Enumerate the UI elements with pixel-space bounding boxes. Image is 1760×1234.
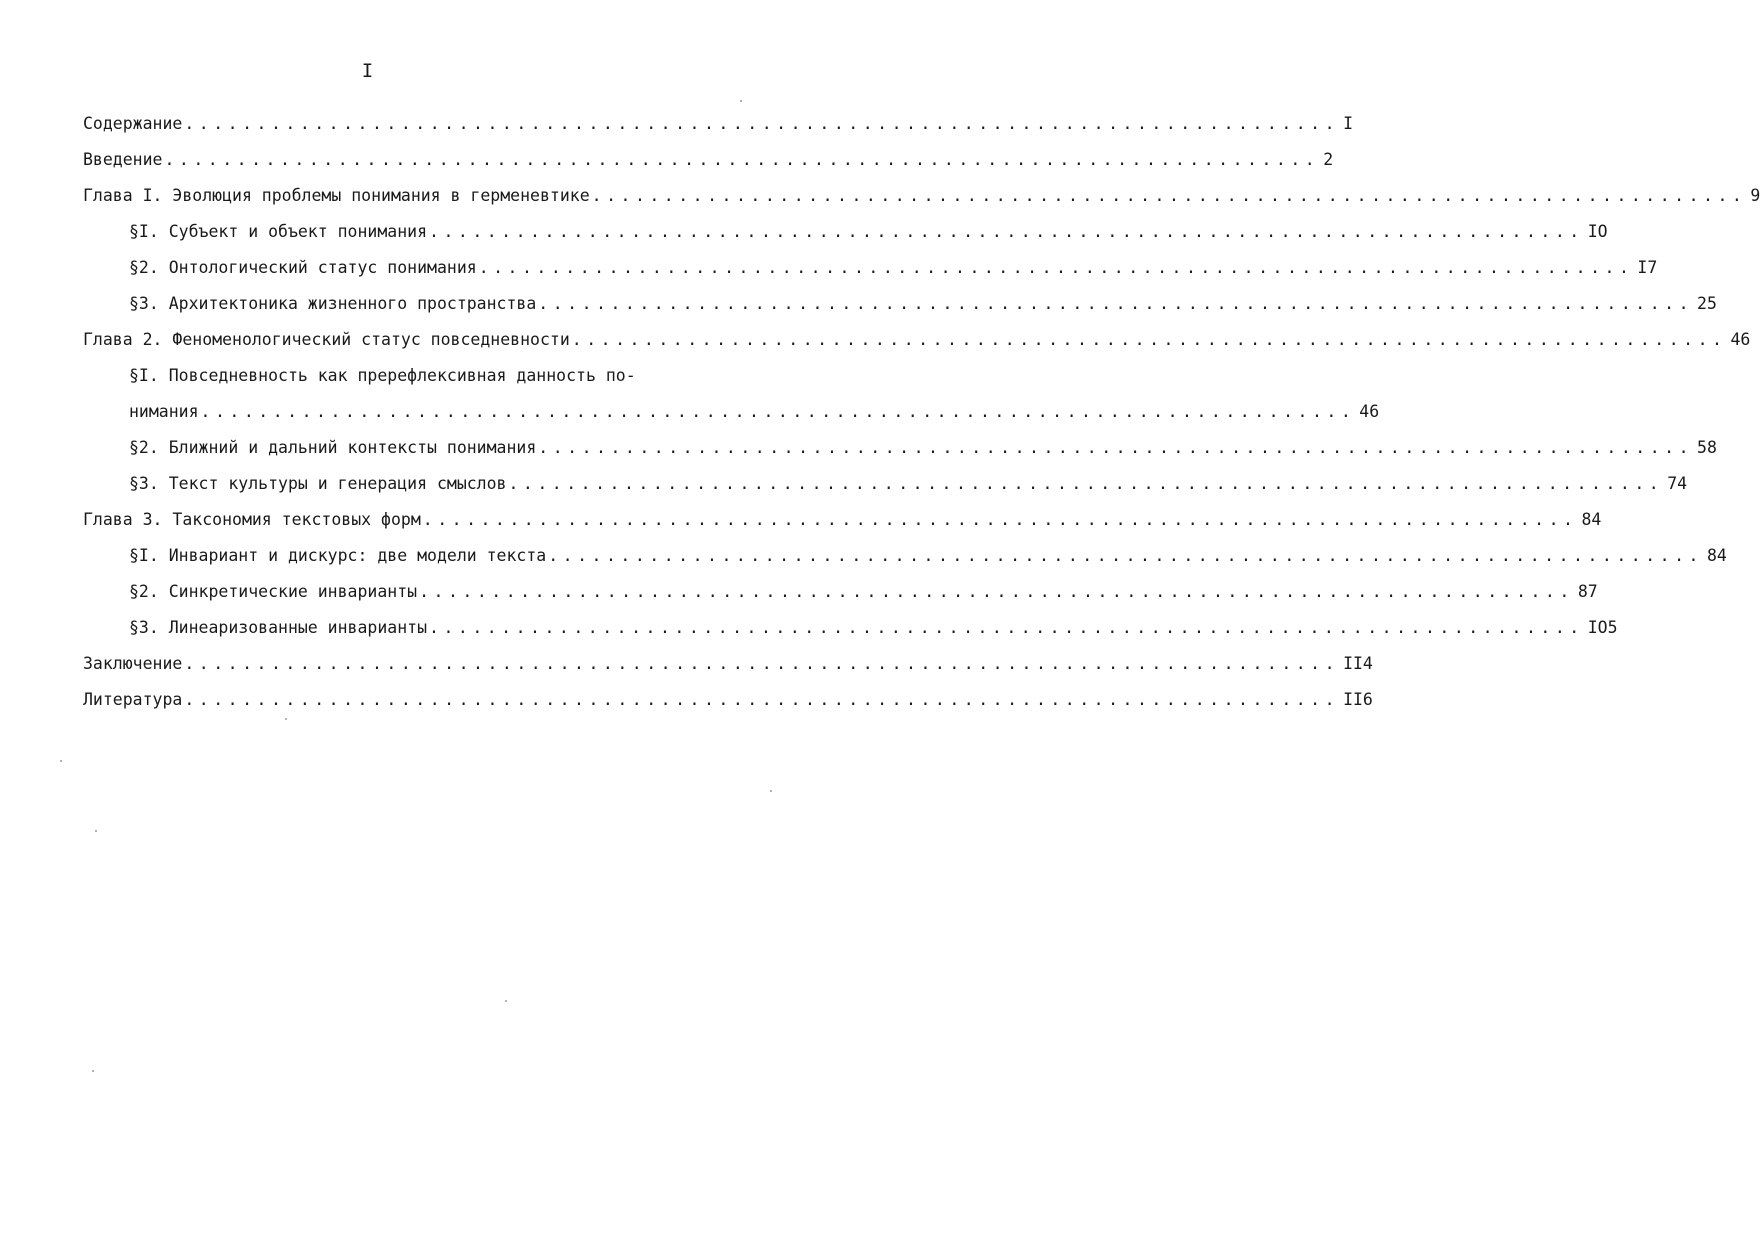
toc-entry <box>83 286 1717 322</box>
toc-entry <box>83 502 1602 538</box>
dot-leader: ................................................................................ <box>429 618 1584 637</box>
dot-leader: ................................................................................ <box>184 114 1340 133</box>
toc-entry-page: 74 <box>1667 474 1688 493</box>
toc-entry-page: IO <box>1587 222 1608 241</box>
scan-speck <box>95 830 97 832</box>
toc-entry-page: 84 <box>1581 510 1602 529</box>
toc-entry-label: §I. Инвариант и дискурс: две модели текста <box>129 546 547 565</box>
toc-entry-label: Содержание <box>83 114 183 133</box>
dot-leader: ................................................................................ <box>184 690 1340 709</box>
toc-entry <box>83 178 1760 214</box>
scan-speck <box>740 100 742 102</box>
toc-entry-label: Глава 2. Феноменологический статус повседневности <box>83 330 570 349</box>
toc-entry-page: 25 <box>1697 294 1717 313</box>
toc-entry-page: II6 <box>1343 690 1373 709</box>
dot-leader: ................................................................................ <box>422 510 1578 529</box>
scan-speck <box>505 1000 507 1002</box>
dot-leader: ................................................................................ <box>538 294 1694 313</box>
toc-entry <box>83 538 1727 574</box>
dot-leader: ................................................................................ <box>571 330 1727 349</box>
toc-entry-label: §2. Синкретические инварианты <box>129 582 418 601</box>
toc-entry <box>83 646 1373 682</box>
toc-entry <box>83 610 1618 646</box>
toc-entry-label: §3. Текст культуры и генерация смыслов <box>129 474 507 493</box>
toc-entry-label: Заключение <box>83 654 183 673</box>
toc-entry-page: 2 <box>1323 150 1334 169</box>
dot-leader: ................................................................................ <box>478 258 1634 277</box>
scan-speck <box>60 760 62 762</box>
toc-entry-page: 87 <box>1577 582 1598 601</box>
toc-entry <box>83 322 1751 358</box>
dot-leader: ................................................................................ <box>538 438 1694 457</box>
toc-entry-label: Введение <box>83 150 163 169</box>
toc-entry <box>83 682 1373 718</box>
toc-entry-label: §3. Линеаризованные инварианты <box>129 618 428 637</box>
toc-entry <box>83 394 1380 430</box>
toc-entry-label: Глава I. Эволюция проблемы понимания в герменевтике <box>83 186 590 205</box>
toc-entry-label: §3. Архитектоника жизненного пространства <box>129 294 537 313</box>
toc-entry <box>83 358 738 394</box>
dot-leader: ................................................................................ <box>200 402 1356 421</box>
table-of-contents <box>83 106 1760 718</box>
scan-speck <box>92 1070 94 1072</box>
toc-entry-page: II4 <box>1343 654 1373 673</box>
toc-entry <box>83 106 1353 142</box>
toc-entry <box>83 142 1334 178</box>
toc-entry <box>83 574 1598 610</box>
page-number: I <box>361 60 375 82</box>
toc-entry-label: Глава 3. Таксономия текстовых форм <box>83 510 421 529</box>
dot-leader: ................................................................................ <box>548 546 1703 565</box>
toc-entry-page: 46 <box>1359 402 1380 421</box>
toc-entry-page: I7 <box>1637 258 1658 277</box>
dot-leader: ................................................................................ <box>429 222 1584 241</box>
toc-entry-label: §2. Онтологический статус понимания <box>129 258 477 277</box>
dot-leader: ................................................................................ <box>184 654 1340 673</box>
toc-entry-page: 84 <box>1706 546 1727 565</box>
dot-leader: ................................................................................ <box>164 150 1320 169</box>
scan-speck <box>285 718 287 720</box>
toc-entry <box>83 430 1717 466</box>
toc-entry-label: §I. Повседневность как пререфлексивная данность по- <box>129 366 636 385</box>
toc-entry-page: 58 <box>1697 438 1717 457</box>
dot-leader: ................................................................................ <box>591 186 1747 205</box>
toc-entry-label: нимания <box>129 402 199 421</box>
toc-entry <box>83 466 1688 502</box>
toc-entry-page: I <box>1343 114 1353 133</box>
toc-entry-page: 9 <box>1750 186 1760 205</box>
dot-leader: ................................................................................ <box>419 582 1574 601</box>
toc-entry-page: IO5 <box>1587 618 1618 637</box>
toc-entry-label: Литература <box>83 690 183 709</box>
scan-speck <box>770 790 772 792</box>
toc-entry-label: §2. Ближний и дальний контексты понимания <box>129 438 537 457</box>
toc-entry-label: §I. Субъект и объект понимания <box>129 222 428 241</box>
toc-entry <box>83 250 1658 286</box>
toc-entry-page: 46 <box>1730 330 1751 349</box>
toc-entry <box>83 214 1608 250</box>
dot-leader: ................................................................................ <box>508 474 1664 493</box>
